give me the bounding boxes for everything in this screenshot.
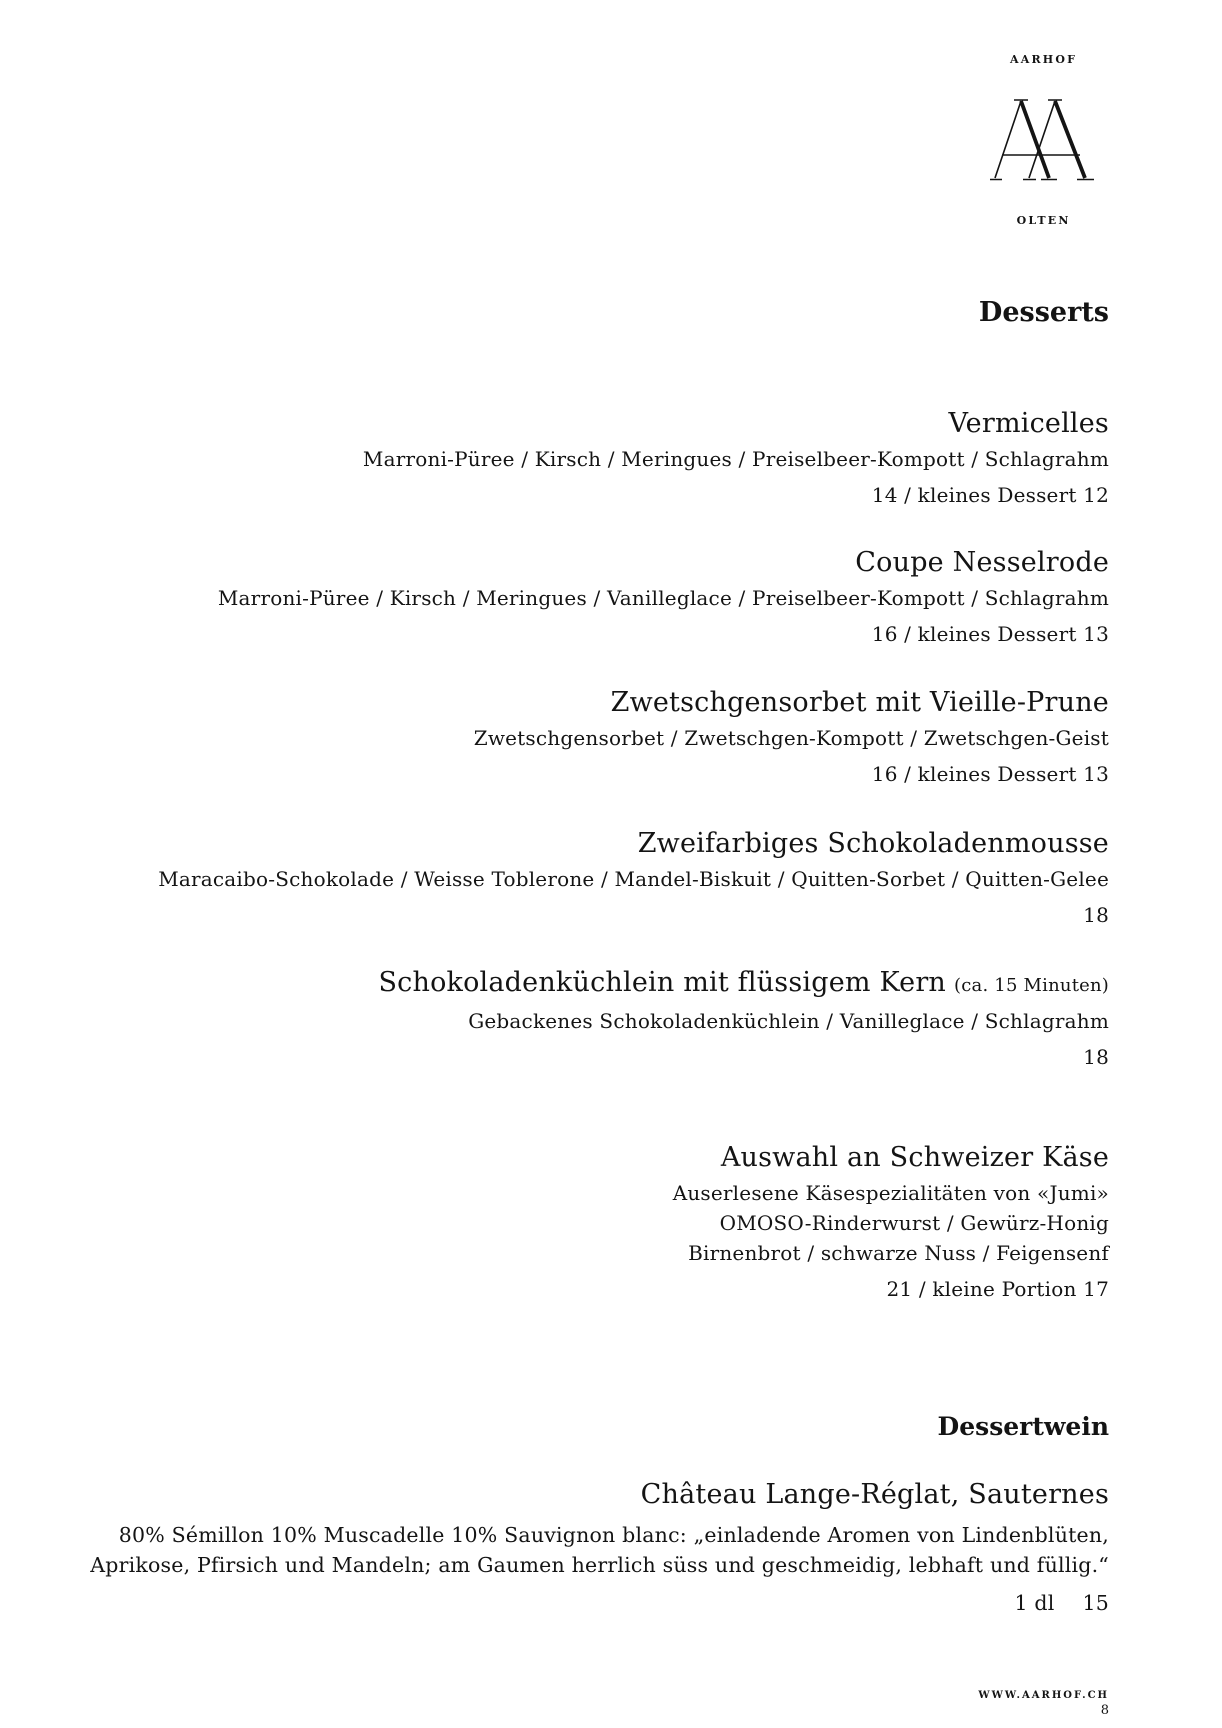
item-description [378,1006,1109,1036]
item-title: Vermicelles [948,408,1109,439]
item-description-line: 80% Sémillon 10% Muscadelle 10% Sauvignon blanc: „einladende Aromen von Lindenblüten, [118,1523,1109,1547]
item-title-row [378,966,1109,1003]
item-price: 14 / kleines Dessert 12 [871,483,1109,507]
website-url: WWW.AARHOF.CH [978,1690,1109,1701]
item-note: (ca. 15 Minuten) [954,975,1109,996]
item-description-line: Auserlesene Käsespezialitäten von «Jumi» [672,1181,1109,1205]
monogram-heavy-strokes [1021,101,1085,178]
menu-item-zwetschgensorbet [474,686,1109,789]
item-price: 15 [1082,1591,1109,1615]
brand-name: AARHOF [1009,53,1078,66]
menu-item-schokoladenkuechlein [378,966,1109,1072]
item-price: 18 [1083,1045,1109,1069]
item-description [218,583,1109,613]
aarhof-monogram-icon [990,97,1095,182]
item-price-row [90,1588,1109,1618]
item-description-line: Maracaibo-Schokolade / Weisse Toblerone / Mandel-Biskuit / Quitten-Sorbet / Quitten-Gelee [158,867,1109,891]
item-description-line: Marroni-Püree / Kirsch / Meringues / Preiselbeer-Kompott / Schlagrahm [362,447,1109,471]
section-heading-desserts: Desserts [978,297,1109,328]
item-description [474,723,1109,753]
menu-item-vermicelles [363,407,1109,510]
item-price: 21 / kleine Portion 17 [886,1277,1109,1301]
menu-item-schokoladenmousse [158,827,1109,930]
item-description [363,444,1109,474]
item-description-line: Gebackenes Schokoladenküchlein / Vanilleglace / Schlagrahm [468,1009,1109,1033]
item-title: Zwetschgensorbet mit Vieille-Prune [610,687,1109,718]
page-number: 8 [1100,1703,1109,1718]
item-title: Zweifarbiges Schokoladenmousse [637,828,1109,859]
item-description [673,1178,1109,1268]
brand-city: OLTEN [1016,214,1071,227]
serving-size: 1 dl [1014,1591,1055,1615]
item-description-line: Marroni-Püree / Kirsch / Meringues / Vanilleglace / Preiselbeer-Kompott / Schlagrahm [217,586,1109,610]
item-description-line: Birnenbrot / schwarze Nuss / Feigensenf [688,1241,1109,1265]
item-description-line: OMOSO-Rinderwurst / Gewürz-Honig [719,1211,1109,1235]
item-title: Coupe Nesselrode [855,547,1109,578]
menu-item-coupe-nesselrode [218,546,1109,649]
item-price: 18 [1083,903,1109,927]
item-title: Auswahl an Schweizer Käse [720,1142,1109,1173]
item-description-line: Zwetschgensorbet / Zwetschgen-Kompott / Zwetschgen-Geist [473,726,1109,750]
item-price: 16 / kleines Dessert 13 [871,622,1109,646]
section-heading-dessertwein: Dessertwein [937,1412,1109,1441]
wine-item-sauternes [90,1478,1109,1618]
item-description-line: Aprikose, Pfirsich und Mandeln; am Gaumen herrlich süss und geschmeidig, lebhaft und füllig.“ [90,1553,1109,1577]
item-description [90,1520,1109,1580]
item-title: Château Lange-Réglat, Sauternes [640,1479,1109,1510]
menu-item-schweizer-kaese [673,1141,1109,1304]
item-title: Schokoladenküchlein mit flüssigem Kern [378,967,947,998]
item-price: 16 / kleines Dessert 13 [871,762,1109,786]
monogram-hairline-strokes [990,100,1094,180]
item-description [158,864,1109,894]
